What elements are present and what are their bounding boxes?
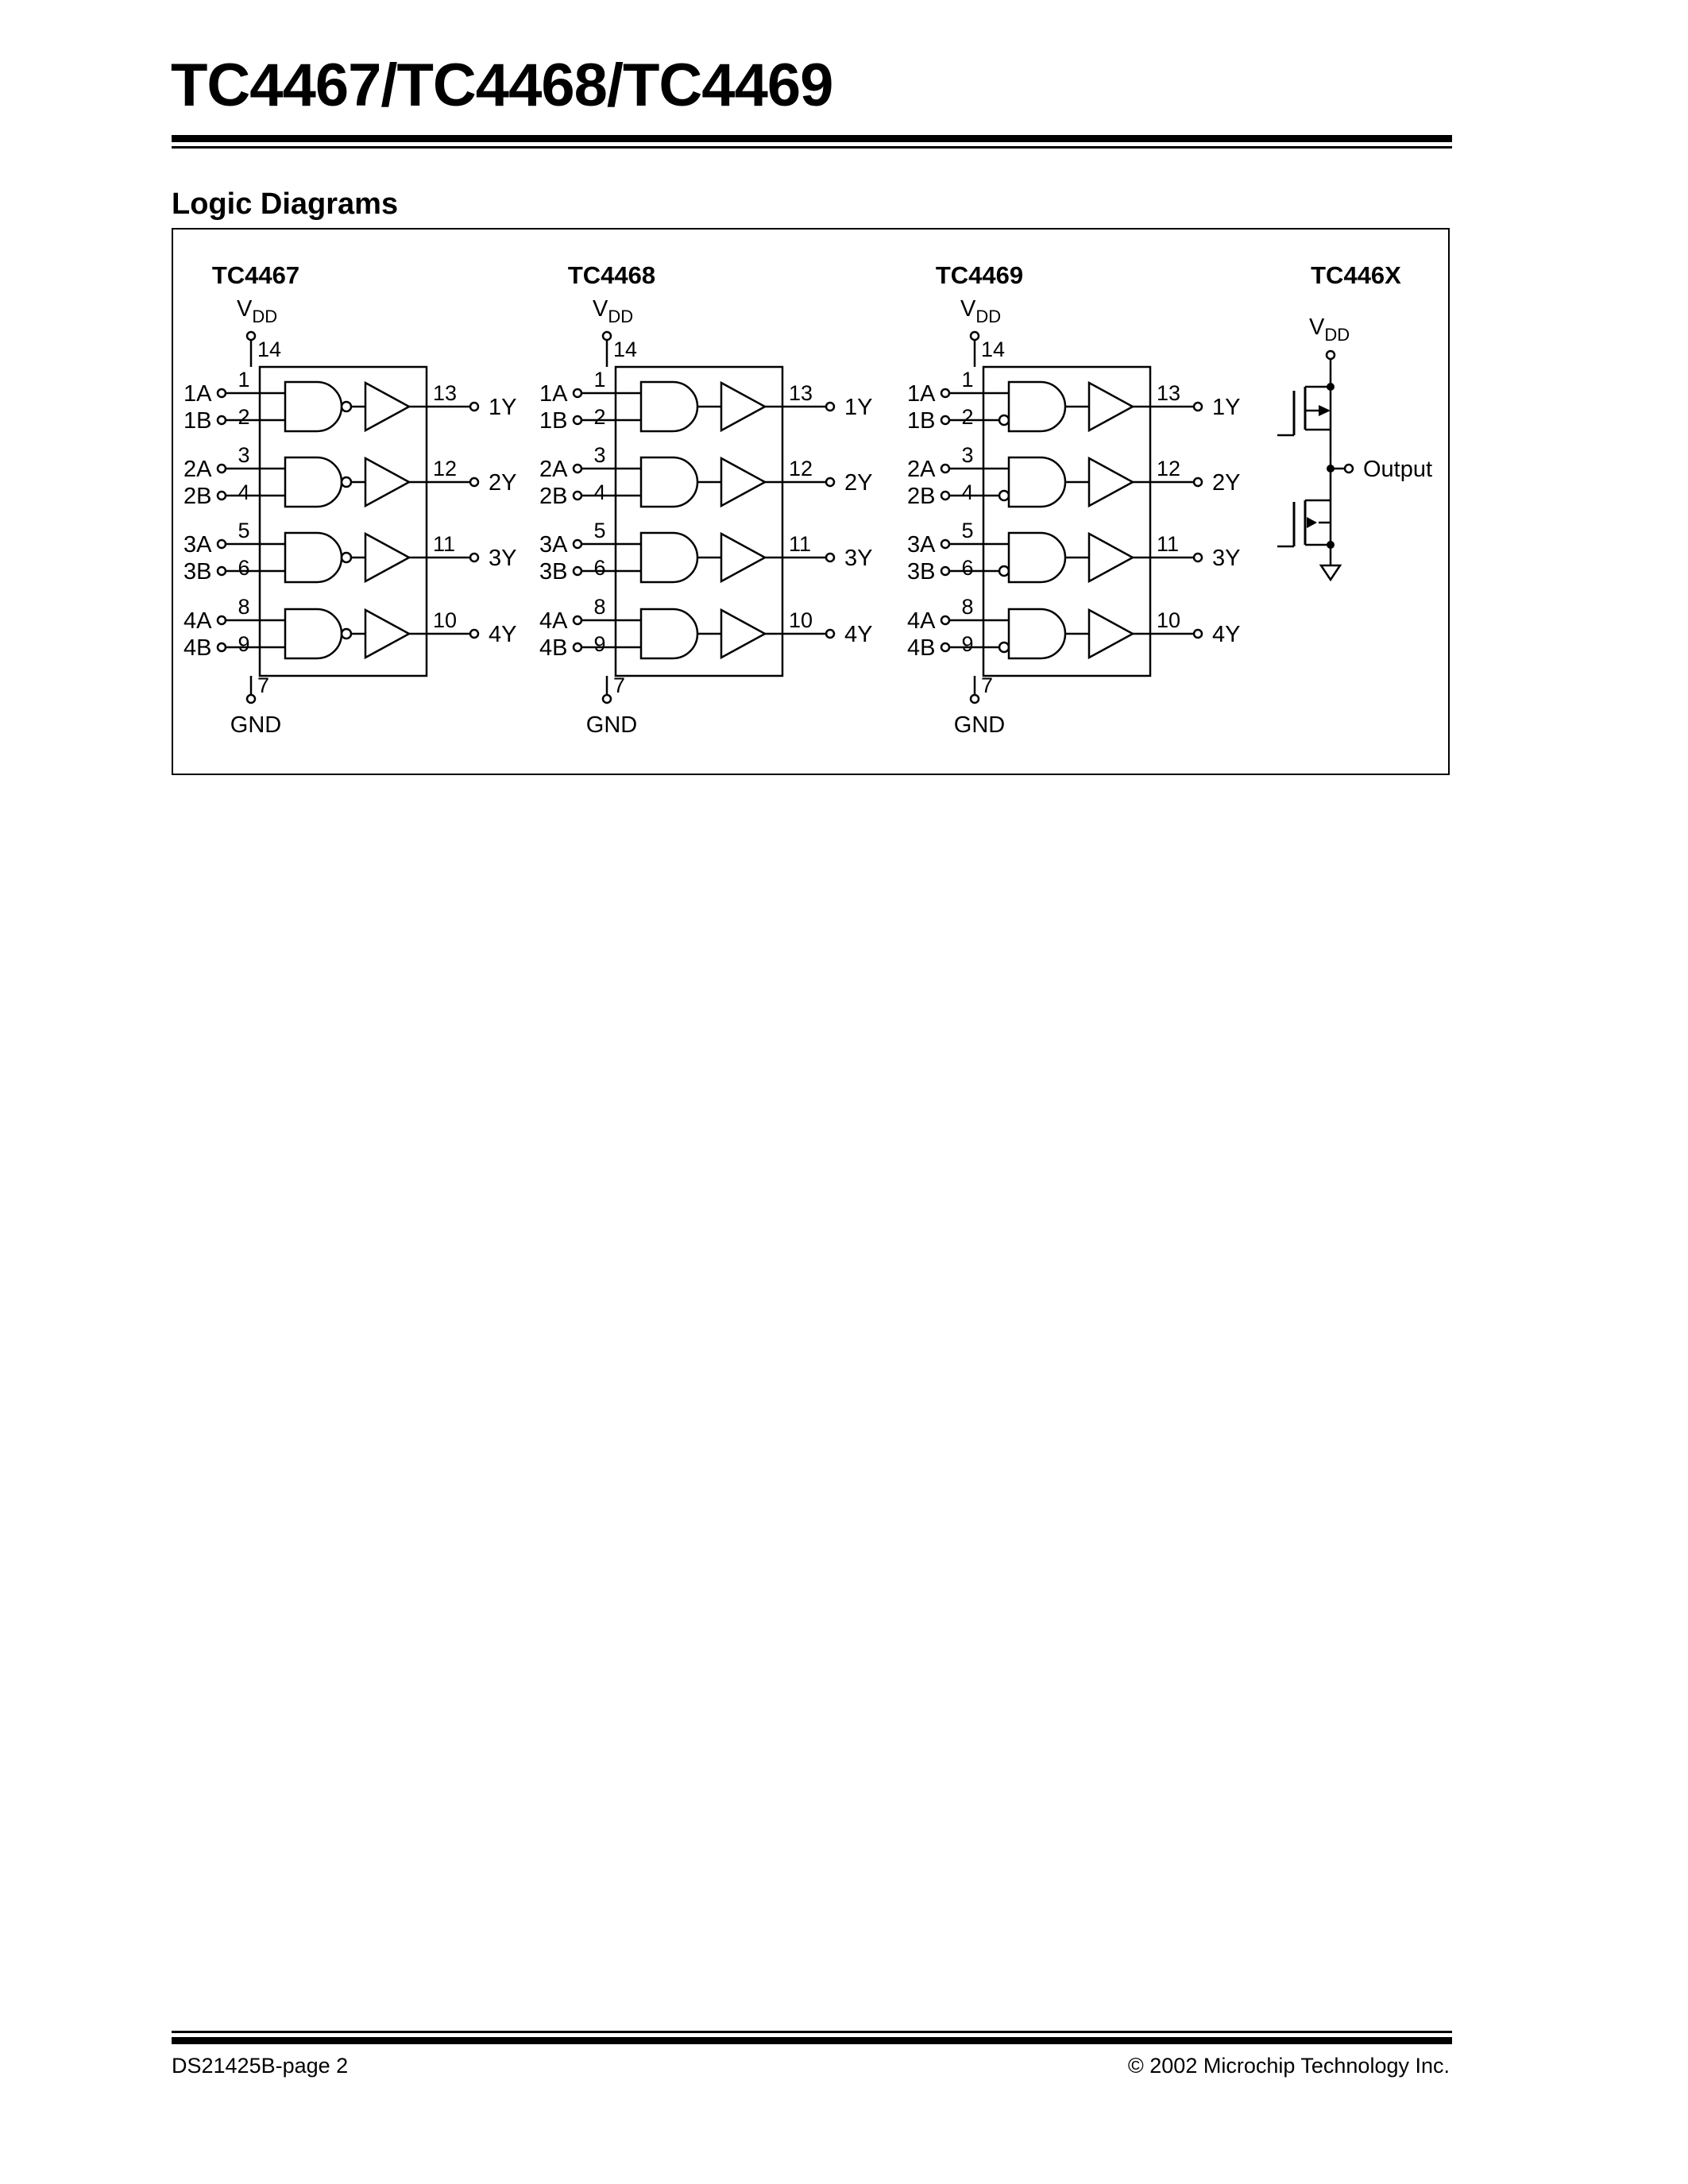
footer-rule-thin	[172, 2031, 1452, 2033]
gnd-pin-terminal	[971, 695, 979, 703]
driver-buffer	[1089, 534, 1133, 581]
gnd-pin-terminal	[603, 695, 611, 703]
input-b-terminal	[574, 492, 581, 500]
output-label: 4Y	[844, 622, 873, 647]
and-gate-body	[285, 457, 342, 507]
input-a-pin: 5	[593, 519, 606, 542]
output-terminal	[826, 403, 834, 411]
vdd-label: $V_{DD}$	[1309, 314, 1350, 345]
channel-2y	[183, 443, 516, 509]
footer-doc-id: DS21425B-page 2	[172, 2054, 349, 2078]
input-a-pin: 5	[238, 519, 250, 542]
output-pin-number: 12	[789, 457, 813, 480]
output-label: 2Y	[1212, 470, 1241, 496]
channel-1y	[539, 368, 872, 434]
channel-4y	[539, 595, 872, 661]
input-b-pin: 2	[593, 405, 606, 429]
channel-4y	[183, 595, 516, 661]
input-b-pin: 2	[238, 405, 250, 429]
input-b-label: 4B	[539, 635, 568, 661]
output-label: 3Y	[844, 546, 873, 571]
input-b-inversion-bubble	[999, 566, 1009, 576]
output-label: 1Y	[1212, 395, 1241, 420]
input-a-terminal	[574, 465, 581, 473]
output-terminal	[1194, 630, 1202, 638]
nand-inversion-bubble	[342, 553, 351, 562]
channel-3y	[539, 519, 872, 585]
driver-buffer	[365, 534, 409, 581]
vdd-pin-terminal	[971, 332, 979, 340]
footer-rule-thick	[172, 2037, 1452, 2044]
input-a-label: 1A	[539, 381, 568, 407]
chip-title: TC4467	[211, 261, 300, 289]
input-b-label: 1B	[907, 408, 936, 434]
output-terminal	[470, 478, 478, 486]
input-b-pin: 6	[961, 556, 974, 580]
input-b-label: 4B	[907, 635, 936, 661]
input-a-label: 1A	[907, 381, 936, 407]
input-b-label: 2B	[539, 484, 568, 509]
input-b-label: 4B	[183, 635, 212, 661]
output-pin-number: 13	[433, 381, 458, 405]
chip-tc4468	[539, 261, 872, 738]
input-b-label: 2B	[183, 484, 212, 509]
input-a-pin: 1	[593, 368, 606, 392]
channel-3y	[183, 519, 516, 585]
channel-1y	[907, 368, 1240, 434]
ground-symbol	[1321, 565, 1340, 580]
input-a-pin: 3	[238, 443, 250, 467]
chip-title: TC4469	[935, 261, 1024, 289]
output-pin-number: 11	[433, 532, 456, 556]
output-pin-number: 12	[1157, 457, 1181, 480]
input-a-terminal	[941, 540, 949, 548]
vdd-label: $V_{DD}$	[960, 296, 1002, 326]
driver-buffer	[721, 458, 765, 506]
input-b-terminal	[218, 567, 226, 575]
driver-buffer	[1089, 458, 1133, 506]
pmos-body-arrow	[1319, 405, 1331, 416]
input-a-pin: 8	[593, 595, 606, 619]
output-stage-tc446x	[1277, 261, 1432, 580]
input-a-label: 2A	[183, 457, 212, 482]
input-b-pin: 6	[238, 556, 250, 580]
section-heading: Logic Diagrams	[172, 187, 399, 221]
output-label: 4Y	[1212, 622, 1241, 647]
input-b-terminal	[218, 492, 226, 500]
nand-inversion-bubble	[342, 477, 351, 487]
output-terminal	[1345, 465, 1353, 473]
input-a-terminal	[574, 540, 581, 548]
output-label: 3Y	[489, 546, 517, 571]
input-a-label: 1A	[183, 381, 212, 407]
output-pin-number: 10	[789, 608, 813, 632]
chip-tc4469	[907, 261, 1240, 738]
input-b-inversion-bubble	[999, 642, 1009, 652]
vdd-pin-terminal	[247, 332, 255, 340]
page-title: TC4467/TC4468/TC4469	[171, 52, 833, 119]
input-a-terminal	[218, 616, 226, 624]
input-b-terminal	[218, 643, 226, 651]
driver-buffer	[1089, 383, 1133, 430]
output-label: 2Y	[489, 470, 517, 496]
input-a-terminal	[941, 389, 949, 397]
input-a-label: 2A	[907, 457, 936, 482]
gnd-pin-number: 7	[613, 673, 626, 697]
input-a-pin: 8	[961, 595, 974, 619]
input-a-terminal	[218, 389, 226, 397]
driver-buffer	[721, 610, 765, 658]
and-gate-body	[1009, 533, 1065, 582]
input-b-terminal	[574, 567, 581, 575]
output-label: 4Y	[489, 622, 517, 647]
gnd-label: GND	[585, 712, 638, 738]
vdd-pin-terminal	[603, 332, 611, 340]
input-b-inversion-bubble	[999, 491, 1009, 500]
and-gate-body	[285, 609, 342, 658]
output-terminal	[470, 554, 478, 561]
input-a-label: 3A	[907, 532, 936, 558]
input-b-pin: 9	[961, 632, 974, 656]
input-b-label: 1B	[539, 408, 568, 434]
input-b-label: 2B	[907, 484, 936, 509]
input-b-terminal	[941, 567, 949, 575]
output-label: 2Y	[844, 470, 873, 496]
gnd-label: GND	[230, 712, 282, 738]
and-gate-body	[285, 382, 342, 431]
gnd-pin-number: 7	[257, 673, 270, 697]
and-gate-body	[641, 457, 697, 507]
input-b-pin: 2	[961, 405, 974, 429]
nand-inversion-bubble	[342, 402, 351, 411]
vdd-label: $V_{DD}$	[593, 296, 634, 326]
output-pin-number: 11	[1157, 532, 1180, 556]
input-a-pin: 3	[593, 443, 606, 467]
output-terminal	[826, 554, 834, 561]
gnd-pin-terminal	[247, 695, 255, 703]
output-terminal	[470, 630, 478, 638]
input-b-inversion-bubble	[999, 415, 1009, 425]
and-gate-body	[641, 382, 697, 431]
nmos-body-arrow	[1307, 517, 1317, 528]
output-terminal	[826, 630, 834, 638]
driver-buffer	[721, 383, 765, 430]
channel-1y	[183, 368, 516, 434]
vdd-pin-number: 14	[257, 338, 282, 361]
input-b-terminal	[574, 416, 581, 424]
output-label: 1Y	[844, 395, 873, 420]
vdd-label: $V_{DD}$	[237, 296, 278, 326]
input-a-label: 4A	[183, 608, 212, 634]
channel-2y	[539, 443, 872, 509]
output-terminal	[1194, 478, 1202, 486]
driver-buffer	[721, 534, 765, 581]
input-a-label: 4A	[539, 608, 568, 634]
vdd-pin-number: 14	[981, 338, 1006, 361]
and-gate-body	[285, 533, 342, 582]
chip-title: TC4468	[567, 261, 656, 289]
input-a-label: 3A	[539, 532, 568, 558]
output-label: Output	[1363, 457, 1433, 482]
output-label: 3Y	[1212, 546, 1241, 571]
vdd-pin-number: 14	[613, 338, 638, 361]
input-a-terminal	[941, 616, 949, 624]
driver-buffer	[365, 458, 409, 506]
chip-tc4467	[183, 261, 516, 738]
input-b-terminal	[941, 643, 949, 651]
input-b-terminal	[218, 416, 226, 424]
input-b-label: 3B	[539, 559, 568, 585]
driver-buffer	[1089, 610, 1133, 658]
driver-buffer	[365, 610, 409, 658]
and-gate-body	[641, 609, 697, 658]
input-a-label: 2A	[539, 457, 568, 482]
channel-2y	[907, 443, 1240, 509]
output-pin-number: 12	[433, 457, 458, 480]
input-b-terminal	[941, 492, 949, 500]
and-gate-body	[641, 533, 697, 582]
output-pin-number: 13	[1157, 381, 1181, 405]
input-b-pin: 6	[593, 556, 606, 580]
gnd-pin-number: 7	[981, 673, 994, 697]
footer-copyright: © 2002 Microchip Technology Inc.	[1127, 2054, 1450, 2078]
output-pin-number: 10	[1157, 608, 1181, 632]
input-a-label: 4A	[907, 608, 936, 634]
output-label: 1Y	[489, 395, 517, 420]
driver-buffer	[365, 383, 409, 430]
and-gate-body	[1009, 457, 1065, 507]
input-b-pin: 4	[961, 480, 974, 504]
output-terminal	[826, 478, 834, 486]
and-gate-body	[1009, 609, 1065, 658]
output-terminal	[470, 403, 478, 411]
input-a-terminal	[218, 465, 226, 473]
vdd-terminal	[1327, 351, 1335, 359]
output-terminal	[1194, 403, 1202, 411]
output-stage-title: TC446X	[1311, 261, 1401, 289]
input-a-label: 3A	[183, 532, 212, 558]
gnd-label: GND	[953, 712, 1006, 738]
nand-inversion-bubble	[342, 629, 351, 639]
input-a-pin: 5	[961, 519, 974, 542]
input-a-pin: 1	[238, 368, 250, 392]
input-a-pin: 1	[961, 368, 974, 392]
output-pin-number: 13	[789, 381, 813, 405]
input-b-pin: 4	[593, 480, 606, 504]
input-b-label: 3B	[183, 559, 212, 585]
output-terminal	[1194, 554, 1202, 561]
input-b-label: 3B	[907, 559, 936, 585]
input-b-pin: 9	[593, 632, 606, 656]
input-a-terminal	[574, 616, 581, 624]
input-a-terminal	[941, 465, 949, 473]
output-pin-number: 11	[789, 532, 812, 556]
input-b-pin: 4	[238, 480, 250, 504]
input-b-terminal	[574, 643, 581, 651]
input-a-terminal	[218, 540, 226, 548]
input-a-terminal	[574, 389, 581, 397]
output-pin-number: 10	[433, 608, 458, 632]
input-b-label: 1B	[183, 408, 212, 434]
channel-3y	[907, 519, 1240, 585]
and-gate-body	[1009, 382, 1065, 431]
input-a-pin: 8	[238, 595, 250, 619]
input-a-pin: 3	[961, 443, 974, 467]
input-b-terminal	[941, 416, 949, 424]
channel-4y	[907, 595, 1240, 661]
input-b-pin: 9	[238, 632, 250, 656]
